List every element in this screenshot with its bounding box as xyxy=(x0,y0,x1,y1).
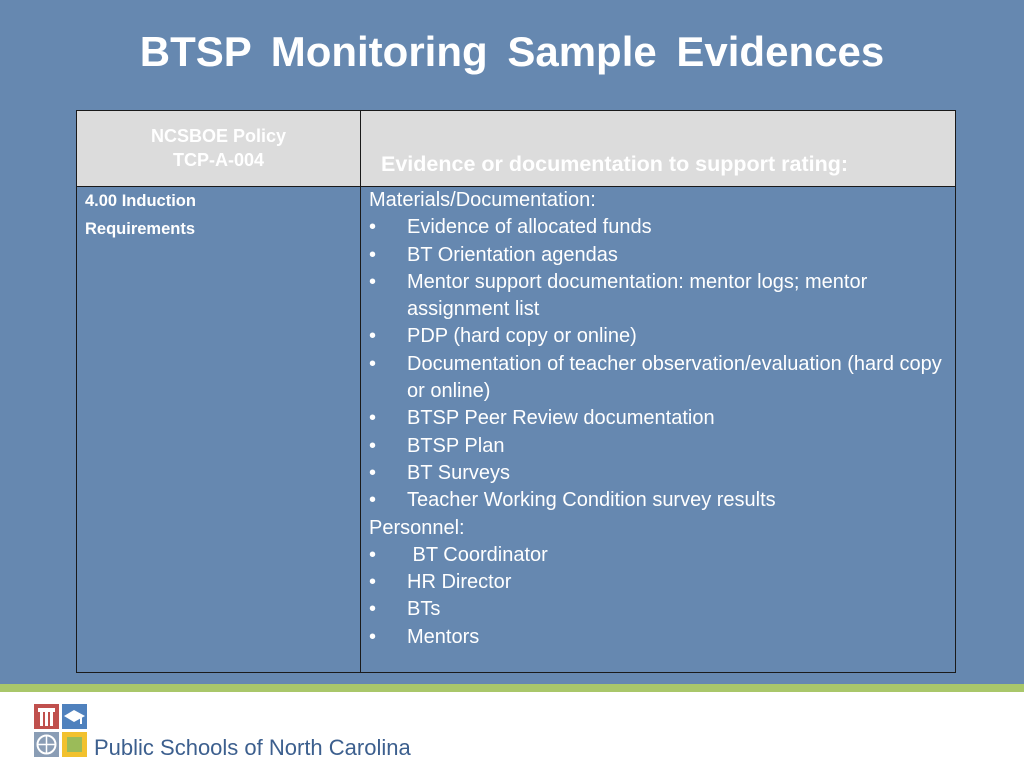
list-item xyxy=(369,569,947,596)
list-item-text: Mentors xyxy=(407,625,480,648)
policy-header-cell xyxy=(77,111,361,186)
personnel-list xyxy=(369,542,955,651)
requirement-line1: 4.00 Induction xyxy=(85,192,196,210)
list-item-text: Evidence of allocated funds xyxy=(407,216,652,239)
policy-header-line1: NCSBOE Policy xyxy=(150,126,287,146)
list-item xyxy=(369,433,947,460)
list-item-text: BT Coordinator xyxy=(407,543,548,566)
evidence-header-cell: Evidence or documentation to support rating: xyxy=(361,111,955,186)
list-item xyxy=(369,323,947,350)
bullet-icon: • xyxy=(369,543,377,566)
list-item-text: Documentation of teacher observation/evaluation (hard copy or online) xyxy=(407,352,942,403)
list-item-text: Teacher Working Condition survey results xyxy=(407,489,776,512)
list-item xyxy=(369,624,947,651)
personnel-heading: Personnel: xyxy=(369,516,465,539)
footer-brand: Public Schools of North Carolina xyxy=(94,735,411,760)
bullet-icon: • xyxy=(369,407,377,430)
list-item-text: BT Surveys xyxy=(407,461,510,484)
list-item xyxy=(369,542,947,569)
evidence-table xyxy=(76,110,956,673)
bullet-icon: • xyxy=(369,352,377,375)
list-item-text: BTSP Peer Review documentation xyxy=(407,407,715,430)
bullet-icon: • xyxy=(369,461,377,484)
list-item xyxy=(369,214,947,241)
nc-schools-logo-icon xyxy=(34,704,88,758)
list-item-text: HR Director xyxy=(407,571,512,594)
bullet-icon: • xyxy=(369,243,377,266)
materials-heading: Materials/Documentation: xyxy=(369,189,596,211)
list-item-text: PDP (hard copy or online) xyxy=(407,325,637,348)
list-item-text: BTSP Plan xyxy=(407,434,505,457)
materials-list xyxy=(369,214,955,514)
bullet-icon: • xyxy=(369,489,377,512)
requirement-line2: Requirements xyxy=(85,220,196,238)
bullet-icon: • xyxy=(369,325,377,348)
footer-stripe xyxy=(0,684,1024,692)
bullet-icon: • xyxy=(369,434,377,457)
policy-header-line2: TCP-A-004 xyxy=(172,150,265,170)
bullet-icon: • xyxy=(369,270,377,293)
list-item xyxy=(369,460,947,487)
list-item-text: BTs xyxy=(407,598,441,621)
bullet-icon: • xyxy=(369,216,377,239)
evidence-cell xyxy=(361,187,955,672)
list-item xyxy=(369,242,947,269)
slide-title: BTSP Monitoring Sample Evidences xyxy=(139,28,885,75)
list-item xyxy=(369,351,947,406)
list-item xyxy=(369,405,947,432)
list-item xyxy=(369,596,947,623)
list-item xyxy=(369,487,947,514)
bullet-icon: • xyxy=(369,598,377,621)
bullet-icon: • xyxy=(369,571,377,594)
list-item xyxy=(369,269,947,324)
list-item-text: Mentor support documentation: mentor logs; mentor assignment list xyxy=(407,270,868,321)
list-item-text: BT Orientation agendas xyxy=(407,243,618,266)
requirement-cell xyxy=(77,187,361,672)
bullet-icon: • xyxy=(369,625,377,648)
